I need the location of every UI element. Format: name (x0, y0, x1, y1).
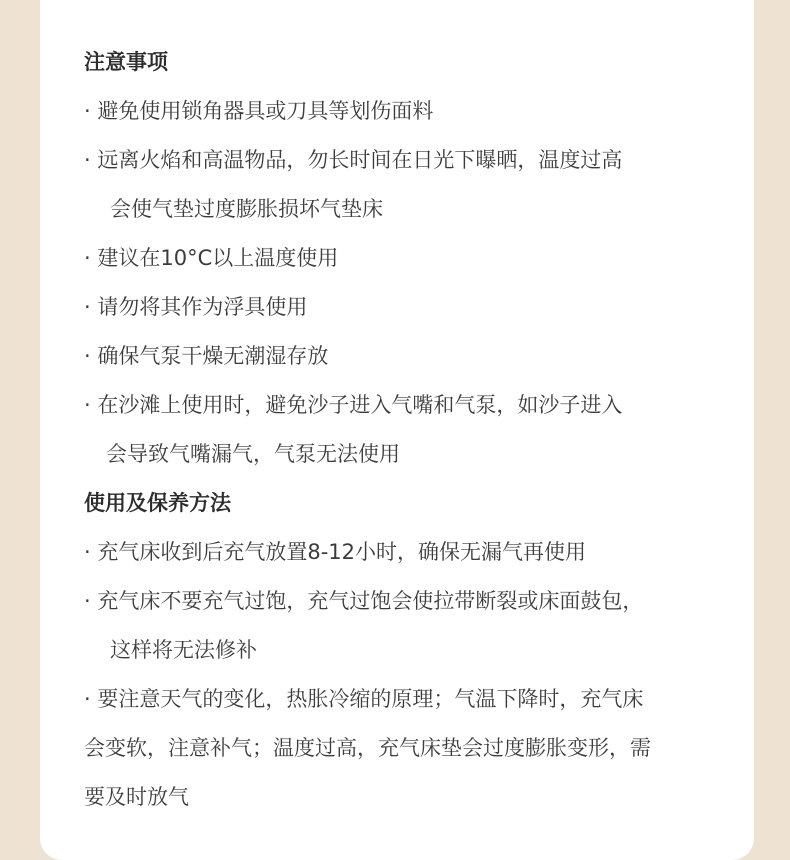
notes-item: · 确保气泵干燥无潮湿存放 (84, 344, 329, 368)
care-item: · 充气床收到后充气放置8-12小时，确保无漏气再使用 (84, 540, 587, 564)
notes-item: · 避免使用锁角器具或刀具等划伤面料 (84, 99, 434, 123)
care-item: · 要注意天气的变化，热胀冷缩的原理；气温下降时，充气床 (84, 687, 644, 711)
care-heading: 使用及保养方法 (84, 491, 231, 515)
notes-item: · 远离火焰和高温物品，勿长时间在日光下曝晒，温度过高 (84, 148, 623, 172)
care-item: · 充气床不要充气过饱，充气过饱会使拉带断裂或床面鼓包， (84, 589, 644, 613)
content-card (40, 0, 754, 860)
care-item-continuation: 会变软，注意补气；温度过高，充气床垫会过度膨胀变形，需 (84, 736, 651, 760)
notes-item-continuation: 会导致气嘴漏气，气泵无法使用 (106, 442, 400, 466)
care-item-continuation: 要及时放气 (84, 785, 189, 809)
notes-heading: 注意事项 (84, 50, 168, 74)
notes-item: · 请勿将其作为浮具使用 (84, 295, 308, 319)
notes-item: · 建议在10°C以上温度使用 (84, 246, 339, 270)
notes-item: · 在沙滩上使用时，避免沙子进入气嘴和气泵，如沙子进入 (84, 393, 623, 417)
notes-item-continuation: 会使气垫过度膨胀损坏气垫床 (110, 197, 383, 221)
care-item-continuation: 这样将无法修补 (110, 638, 257, 662)
